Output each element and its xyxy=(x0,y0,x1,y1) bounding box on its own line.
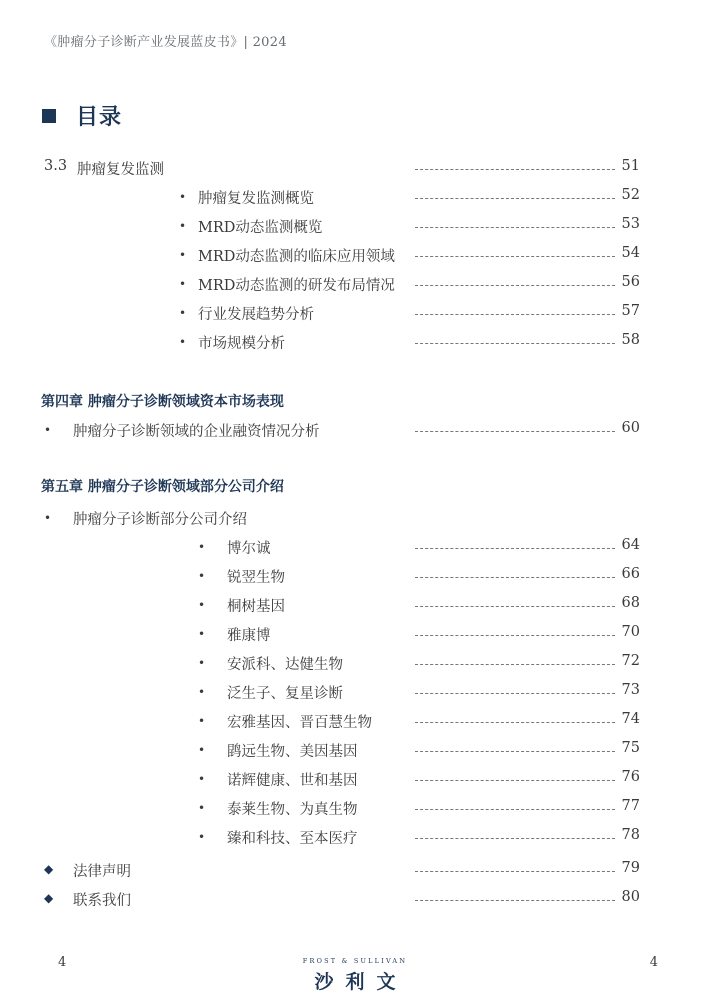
document-header: 《肿瘤分子诊断产业发展蓝皮书》| 2024 xyxy=(44,35,287,50)
page-number: 79 xyxy=(621,860,640,876)
dotted-leader xyxy=(415,693,615,694)
section-number: 3.3 xyxy=(44,158,68,174)
page-number: 74 xyxy=(621,711,640,727)
bullet-icon: • xyxy=(179,248,187,262)
dotted-leader xyxy=(415,256,615,257)
toc-entry-label: 雅康博 xyxy=(227,628,271,644)
page-number: 68 xyxy=(621,595,640,611)
toc-entry-label: 安派科、达健生物 xyxy=(227,657,343,673)
page-number: 77 xyxy=(621,798,640,814)
page-number: 70 xyxy=(621,624,640,640)
toc-entry-label: 肿瘤分子诊断领域的企业融资情况分析 xyxy=(73,424,320,440)
toc-entry[interactable] xyxy=(0,332,710,356)
bullet-icon: • xyxy=(198,743,206,757)
toc-entry-contact[interactable] xyxy=(0,889,710,913)
page-number: 57 xyxy=(621,303,640,319)
page-number: 72 xyxy=(621,653,640,669)
toc-entry[interactable] xyxy=(0,740,710,764)
toc-entry-label: 桐树基因 xyxy=(227,599,285,615)
toc-entry[interactable] xyxy=(0,653,710,677)
dotted-leader xyxy=(415,838,615,839)
diamond-bullet-icon: ◆ xyxy=(44,891,54,905)
bullet-icon: • xyxy=(179,277,187,291)
toc-entry-label: 泰莱生物、为真生物 xyxy=(227,802,358,818)
toc-entry-label: 泛生子、复星诊断 xyxy=(227,686,343,702)
toc-entry[interactable] xyxy=(0,595,710,619)
page-number: 80 xyxy=(621,889,640,905)
dotted-leader xyxy=(415,900,615,901)
chapter-heading[interactable]: 第五章 肿瘤分子诊断领域部分公司介绍 xyxy=(41,479,284,495)
logo-chinese-text: 沙利文 xyxy=(314,971,408,993)
toc-subsection[interactable] xyxy=(0,508,710,532)
dotted-leader xyxy=(415,809,615,810)
toc-entry-label: 法律声明 xyxy=(73,864,131,880)
page-number: 76 xyxy=(621,769,640,785)
dotted-leader xyxy=(415,227,615,228)
toc-entry-label: 鹍远生物、美因基因 xyxy=(227,744,358,760)
toc-entry[interactable] xyxy=(0,769,710,793)
toc-entry[interactable] xyxy=(0,187,710,211)
diamond-bullet-icon: ◆ xyxy=(44,862,54,876)
toc-entry[interactable] xyxy=(0,798,710,822)
toc-entry-label: 锐翌生物 xyxy=(227,570,285,586)
toc-entry[interactable] xyxy=(0,245,710,269)
page-number: 58 xyxy=(621,332,640,348)
bullet-icon: • xyxy=(179,306,187,320)
toc-entry[interactable] xyxy=(0,711,710,735)
bullet-icon: • xyxy=(198,830,206,844)
toc-entry-label: 联系我们 xyxy=(73,893,131,909)
toc-entry[interactable] xyxy=(0,566,710,590)
toc-entry-label: 行业发展趋势分析 xyxy=(198,307,314,323)
bullet-icon: • xyxy=(179,219,187,233)
dotted-leader xyxy=(415,722,615,723)
frost-sullivan-logo xyxy=(300,957,410,994)
bullet-icon: • xyxy=(179,335,187,349)
dotted-leader xyxy=(415,285,615,286)
bullet-icon: • xyxy=(198,569,206,583)
bullet-icon: • xyxy=(179,190,187,204)
page-number: 56 xyxy=(621,274,640,290)
page-number: 75 xyxy=(621,740,640,756)
toc-entry[interactable] xyxy=(0,827,710,851)
dotted-leader xyxy=(415,871,615,872)
dotted-leader xyxy=(415,314,615,315)
dotted-leader xyxy=(415,751,615,752)
dotted-leader xyxy=(415,343,615,344)
toc-entry-label: 市场规模分析 xyxy=(198,336,285,352)
bullet-icon: • xyxy=(198,598,206,612)
toc-entry-label: MRD动态监测概览 xyxy=(198,220,323,236)
toc-entry-legal[interactable] xyxy=(0,860,710,884)
page-number: 64 xyxy=(621,537,640,553)
dotted-leader xyxy=(415,577,615,578)
toc-entry[interactable] xyxy=(0,216,710,240)
page-number: 78 xyxy=(621,827,640,843)
dotted-leader xyxy=(415,431,615,432)
toc-entry-label: 臻和科技、至本医疗 xyxy=(227,831,358,847)
square-bullet-icon xyxy=(42,109,56,123)
toc-entry[interactable] xyxy=(0,537,710,561)
dotted-leader xyxy=(415,169,615,170)
page-number: 53 xyxy=(621,216,640,232)
page-number: 54 xyxy=(621,245,640,261)
dotted-leader xyxy=(415,664,615,665)
page-number: 52 xyxy=(621,187,640,203)
bullet-icon: • xyxy=(44,511,52,525)
bullet-icon: • xyxy=(44,423,52,437)
bullet-icon: • xyxy=(198,801,206,815)
page-title: 目录 xyxy=(76,104,123,130)
toc-entry-label: 博尔诚 xyxy=(227,541,271,557)
dotted-leader xyxy=(415,548,615,549)
chapter-heading[interactable]: 第四章 肿瘤分子诊断领域资本市场表现 xyxy=(41,394,284,410)
bullet-icon: • xyxy=(198,656,206,670)
dotted-leader xyxy=(415,780,615,781)
bullet-icon: • xyxy=(198,772,206,786)
toc-subsection-label: 肿瘤分子诊断部分公司介绍 xyxy=(73,512,247,528)
toc-entry-label: 宏雅基因、晋百慧生物 xyxy=(227,715,372,731)
bullet-icon: • xyxy=(198,685,206,699)
toc-entry-label: 诺辉健康、世和基因 xyxy=(227,773,358,789)
logo-english-text: FROST & SULLIVAN xyxy=(302,957,408,965)
toc-entry[interactable] xyxy=(0,420,710,444)
page-number: 66 xyxy=(621,566,640,582)
toc-entry-label: MRD动态监测的研发布局情况 xyxy=(198,278,395,294)
footer-page-number-left: 4 xyxy=(58,955,67,970)
page-number: 51 xyxy=(621,158,640,174)
toc-entry-label: 肿瘤复发监测概览 xyxy=(198,191,314,207)
bullet-icon: • xyxy=(198,540,206,554)
dotted-leader xyxy=(415,198,615,199)
dotted-leader xyxy=(415,635,615,636)
toc-entry[interactable] xyxy=(0,682,710,706)
page-number: 60 xyxy=(621,420,640,436)
bullet-icon: • xyxy=(198,714,206,728)
toc-title-row xyxy=(42,100,122,131)
toc-section-row[interactable] xyxy=(0,158,710,182)
bullet-icon: • xyxy=(198,627,206,641)
toc-entry[interactable] xyxy=(0,624,710,648)
toc-entry[interactable] xyxy=(0,274,710,298)
footer-page-number-right: 4 xyxy=(649,955,658,970)
section-label: 肿瘤复发监测 xyxy=(77,162,164,178)
toc-entry-label: MRD动态监测的临床应用领域 xyxy=(198,249,395,265)
page-number: 73 xyxy=(621,682,640,698)
toc-entry[interactable] xyxy=(0,303,710,327)
dotted-leader xyxy=(415,606,615,607)
